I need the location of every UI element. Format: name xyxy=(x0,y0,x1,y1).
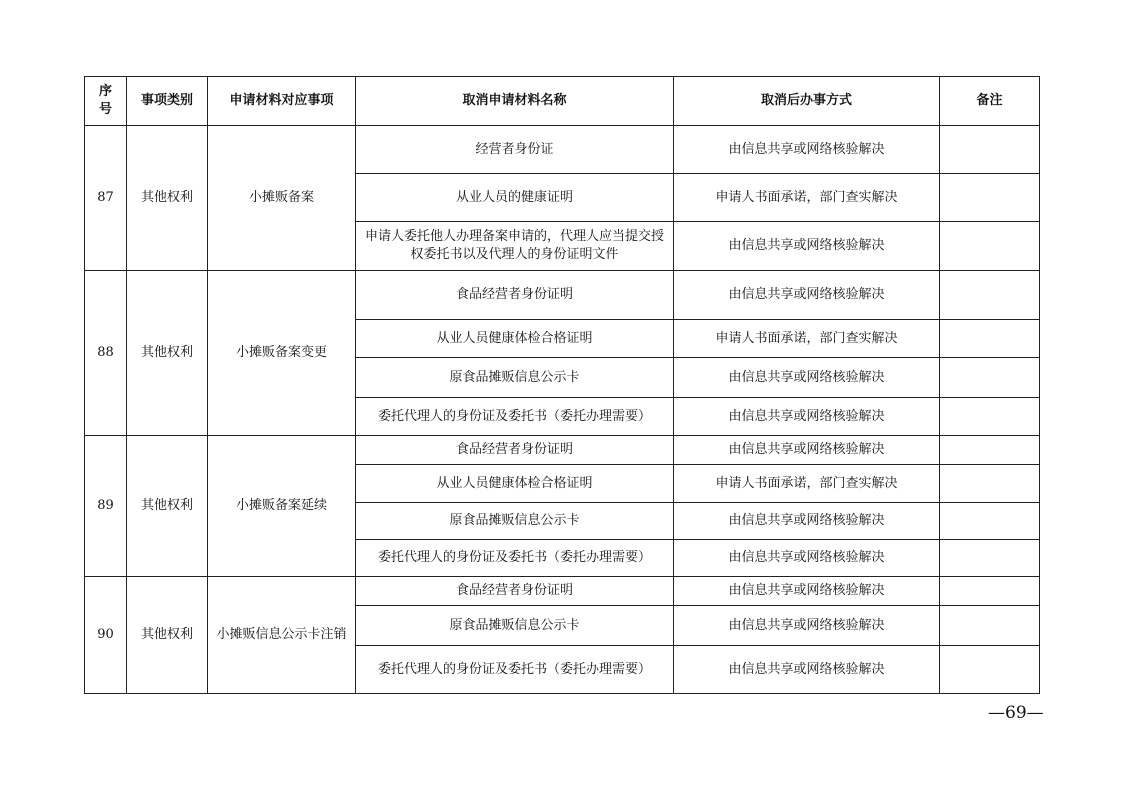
material-cell: 食品经营者身份证明 xyxy=(356,577,674,606)
category-cell: 其他权利 xyxy=(127,436,208,577)
material-cell: 从业人员健康体检合格证明 xyxy=(356,465,674,503)
remark-cell xyxy=(940,577,1040,606)
matter-cell: 小摊贩备案变更 xyxy=(208,271,356,436)
remark-cell xyxy=(940,271,1040,320)
remark-cell xyxy=(940,436,1040,465)
material-cell: 委托代理人的身份证及委托书（委托办理需要） xyxy=(356,398,674,436)
method-cell: 由信息共享或网络核验解决 xyxy=(674,577,940,606)
method-cell: 由信息共享或网络核验解决 xyxy=(674,646,940,694)
table-row xyxy=(85,577,1040,606)
remark-cell xyxy=(940,540,1040,577)
method-cell: 由信息共享或网络核验解决 xyxy=(674,606,940,646)
header-category: 事项类别 xyxy=(127,77,208,126)
header-remark: 备注 xyxy=(940,77,1040,126)
material-cell: 原食品摊贩信息公示卡 xyxy=(356,358,674,398)
matter-cell: 小摊贩备案延续 xyxy=(208,436,356,577)
material-cell: 从业人员的健康证明 xyxy=(356,174,674,222)
category-cell: 其他权利 xyxy=(127,271,208,436)
method-cell: 由信息共享或网络核验解决 xyxy=(674,398,940,436)
page-number: —69— xyxy=(988,703,1044,723)
materials-table xyxy=(84,76,1040,694)
remark-cell xyxy=(940,222,1040,271)
remark-cell xyxy=(940,398,1040,436)
material-cell: 委托代理人的身份证及委托书（委托办理需要） xyxy=(356,540,674,577)
remark-cell xyxy=(940,358,1040,398)
table-row xyxy=(85,436,1040,465)
remark-cell xyxy=(940,126,1040,174)
seq-cell: 90 xyxy=(85,577,127,694)
remark-cell xyxy=(940,606,1040,646)
remark-cell xyxy=(940,320,1040,358)
material-cell: 食品经营者身份证明 xyxy=(356,436,674,465)
method-cell: 由信息共享或网络核验解决 xyxy=(674,540,940,577)
material-cell: 申请人委托他人办理备案申请的，代理人应当提交授权委托书以及代理人的身份证明文件 xyxy=(356,222,674,271)
seq-cell: 87 xyxy=(85,126,127,271)
matter-cell: 小摊贩信息公示卡注销 xyxy=(208,577,356,694)
method-cell: 由信息共享或网络核验解决 xyxy=(674,503,940,540)
remark-cell xyxy=(940,465,1040,503)
matter-cell: 小摊贩备案 xyxy=(208,126,356,271)
seq-cell: 88 xyxy=(85,271,127,436)
method-cell: 申请人书面承诺，部门查实解决 xyxy=(674,174,940,222)
category-cell: 其他权利 xyxy=(127,126,208,271)
remark-cell xyxy=(940,174,1040,222)
method-cell: 由信息共享或网络核验解决 xyxy=(674,358,940,398)
method-cell: 由信息共享或网络核验解决 xyxy=(674,222,940,271)
method-cell: 申请人书面承诺，部门查实解决 xyxy=(674,465,940,503)
material-cell: 经营者身份证 xyxy=(356,126,674,174)
table-row xyxy=(85,126,1040,174)
material-cell: 委托代理人的身份证及委托书（委托办理需要） xyxy=(356,646,674,694)
method-cell: 由信息共享或网络核验解决 xyxy=(674,436,940,465)
seq-cell: 89 xyxy=(85,436,127,577)
method-cell: 由信息共享或网络核验解决 xyxy=(674,126,940,174)
header-method: 取消后办事方式 xyxy=(674,77,940,126)
method-cell: 申请人书面承诺，部门查实解决 xyxy=(674,320,940,358)
header-seq: 序号 xyxy=(85,77,127,126)
header-material: 取消申请材料名称 xyxy=(356,77,674,126)
header-matter: 申请材料对应事项 xyxy=(208,77,356,126)
material-cell: 原食品摊贩信息公示卡 xyxy=(356,503,674,540)
method-cell: 由信息共享或网络核验解决 xyxy=(674,271,940,320)
header-row xyxy=(85,77,1040,126)
remark-cell xyxy=(940,646,1040,694)
category-cell: 其他权利 xyxy=(127,577,208,694)
material-cell: 原食品摊贩信息公示卡 xyxy=(356,606,674,646)
material-cell: 食品经营者身份证明 xyxy=(356,271,674,320)
table-row xyxy=(85,271,1040,320)
material-cell: 从业人员健康体检合格证明 xyxy=(356,320,674,358)
remark-cell xyxy=(940,503,1040,540)
